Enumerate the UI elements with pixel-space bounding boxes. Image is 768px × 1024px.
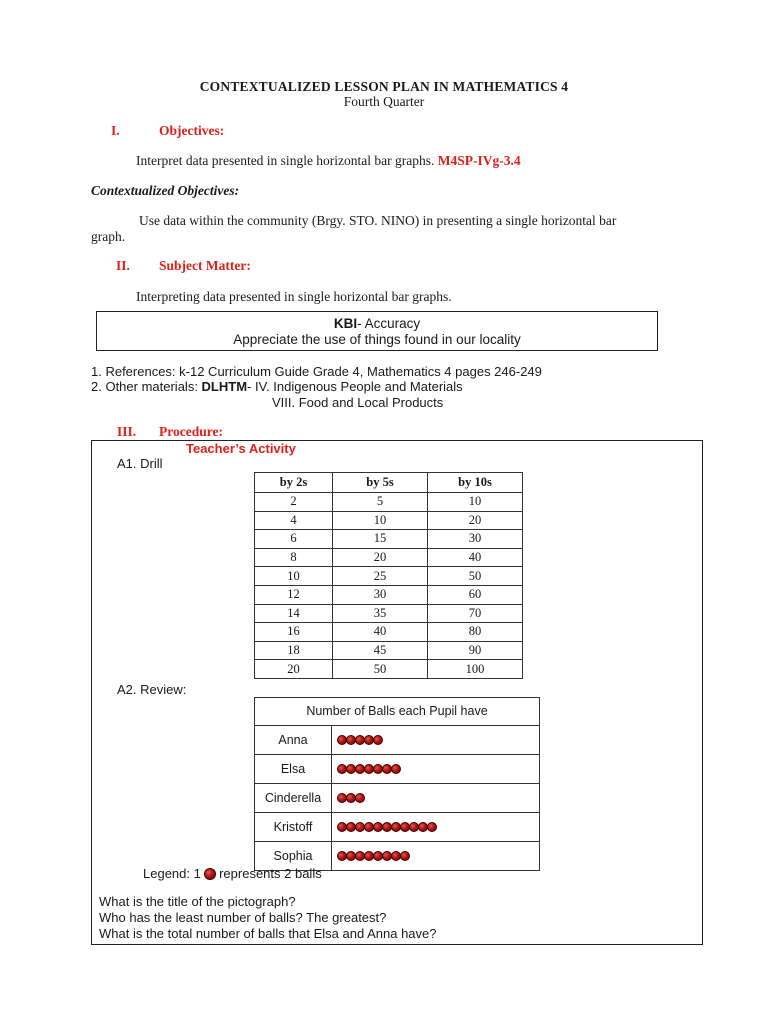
table-cell: 35	[333, 604, 428, 623]
table-cell: 30	[333, 585, 428, 604]
ball-group	[332, 842, 409, 870]
ball-group	[332, 726, 382, 754]
section-number-subject: II.	[116, 258, 130, 273]
pictograph-row	[255, 784, 539, 813]
table-row	[255, 493, 523, 512]
table-cell: 30	[428, 530, 523, 549]
table-cell: 20	[255, 660, 333, 679]
kbi-line-1	[97, 316, 657, 332]
table-cell: 18	[255, 641, 333, 660]
table-cell: 20	[428, 511, 523, 530]
drill-label: A1. Drill	[117, 456, 163, 471]
drill-table	[254, 472, 523, 679]
objective-code: M4SP-IVg-3.4	[437, 153, 521, 168]
review-questions	[99, 894, 437, 942]
table-row	[255, 660, 523, 679]
table-row	[255, 567, 523, 586]
table-cell: 20	[333, 548, 428, 567]
ball-group	[332, 784, 364, 812]
ball-icon	[391, 764, 401, 774]
legend-suffix: represents 2 balls	[219, 866, 322, 881]
pupil-name: Elsa	[255, 755, 332, 783]
question: What is the title of the pictograph?	[99, 894, 296, 909]
table-cell: 50	[333, 660, 428, 679]
table-cell: 25	[333, 567, 428, 586]
pictograph-row	[255, 755, 539, 784]
table-cell: 70	[428, 604, 523, 623]
objective-text	[136, 153, 521, 169]
pictograph-row	[255, 813, 539, 842]
contextualized-line-2: graph.	[91, 229, 126, 244]
table-cell: 60	[428, 585, 523, 604]
pictograph-title: Number of Balls each Pupil have	[255, 698, 539, 726]
page-subtitle: Fourth Quarter	[343, 94, 425, 109]
table-row	[255, 511, 523, 530]
section-heading-procedure: Procedure:	[159, 424, 223, 439]
table-row	[255, 623, 523, 642]
drill-header: by 5s	[333, 473, 428, 493]
question: What is the total number of balls that Elsa and Anna have?	[99, 926, 437, 941]
drill-table-header-row	[255, 473, 523, 493]
table-row	[255, 585, 523, 604]
ball-icon	[355, 793, 365, 803]
subject-text: Interpreting data presented in single horizontal bar graphs.	[136, 289, 452, 304]
table-cell: 40	[333, 623, 428, 642]
table-cell: 50	[428, 567, 523, 586]
table-cell: 14	[255, 604, 333, 623]
pupil-name: Cinderella	[255, 784, 332, 812]
pupil-name: Sophia	[255, 842, 332, 870]
page-title: CONTEXTUALIZED LESSON PLAN IN MATHEMATICS 4	[199, 79, 569, 94]
question: Who has the least number of balls? The greatest?	[99, 910, 387, 925]
section-heading-objectives: Objectives:	[159, 123, 225, 138]
contextualized-heading: Contextualized Objectives:	[91, 183, 240, 198]
table-row	[255, 530, 523, 549]
kbi-label: KBI	[333, 316, 358, 331]
references-line-2	[91, 379, 463, 394]
table-cell: 16	[255, 623, 333, 642]
pictograph-row	[255, 726, 539, 755]
table-cell: 15	[333, 530, 428, 549]
table-cell: 10	[333, 511, 428, 530]
references-line-2-bold: DLHTM	[201, 379, 248, 394]
table-cell: 6	[255, 530, 333, 549]
table-cell: 45	[333, 641, 428, 660]
kbi-value: - Accuracy	[357, 316, 421, 331]
teacher-activity-heading: Teacher’s Activity	[186, 441, 296, 456]
ball-group	[332, 755, 400, 783]
review-label: A2. Review:	[117, 682, 187, 697]
ball-icon	[400, 851, 410, 861]
references-line-3: VIII. Food and Local Products	[272, 395, 444, 410]
table-row	[255, 641, 523, 660]
table-cell: 100	[428, 660, 523, 679]
section-heading-subject: Subject Matter:	[159, 258, 251, 273]
ball-group	[332, 813, 436, 841]
kbi-line-2: Appreciate the use of things found in our locality	[233, 332, 521, 347]
table-cell: 90	[428, 641, 523, 660]
section-number-objectives: I.	[111, 123, 120, 138]
pictograph	[254, 697, 540, 871]
drill-header: by 2s	[255, 473, 333, 493]
ball-icon	[427, 822, 437, 832]
references-line-2-rest: - IV. Indigenous People and Materials	[247, 379, 463, 394]
ball-icon	[204, 868, 216, 880]
drill-header: by 10s	[428, 473, 523, 493]
pupil-name: Anna	[255, 726, 332, 754]
legend-prefix: Legend: 1	[143, 866, 201, 881]
table-cell: 5	[333, 493, 428, 512]
table-row	[255, 604, 523, 623]
contextualized-line-1: Use data within the community (Brgy. STO. NINO) in presenting a single horizontal bar	[139, 213, 617, 228]
table-cell: 4	[255, 511, 333, 530]
section-number-procedure: III.	[117, 424, 137, 439]
pictograph-legend	[143, 866, 322, 881]
ball-icon	[373, 735, 383, 745]
table-cell: 2	[255, 493, 333, 512]
pupil-name: Kristoff	[255, 813, 332, 841]
table-cell: 10	[428, 493, 523, 512]
table-cell: 12	[255, 585, 333, 604]
table-row	[255, 548, 523, 567]
references-line-1: 1. References: k-12 Curriculum Guide Grade 4, Mathematics 4 pages 246-249	[91, 364, 542, 379]
kbi-box	[96, 311, 658, 351]
table-cell: 10	[255, 567, 333, 586]
table-cell: 8	[255, 548, 333, 567]
table-cell: 40	[428, 548, 523, 567]
objective-description: Interpret data presented in single horizontal bar graphs.	[136, 153, 435, 168]
references-line-2-prefix: 2. Other materials:	[91, 379, 202, 394]
table-cell: 80	[428, 623, 523, 642]
